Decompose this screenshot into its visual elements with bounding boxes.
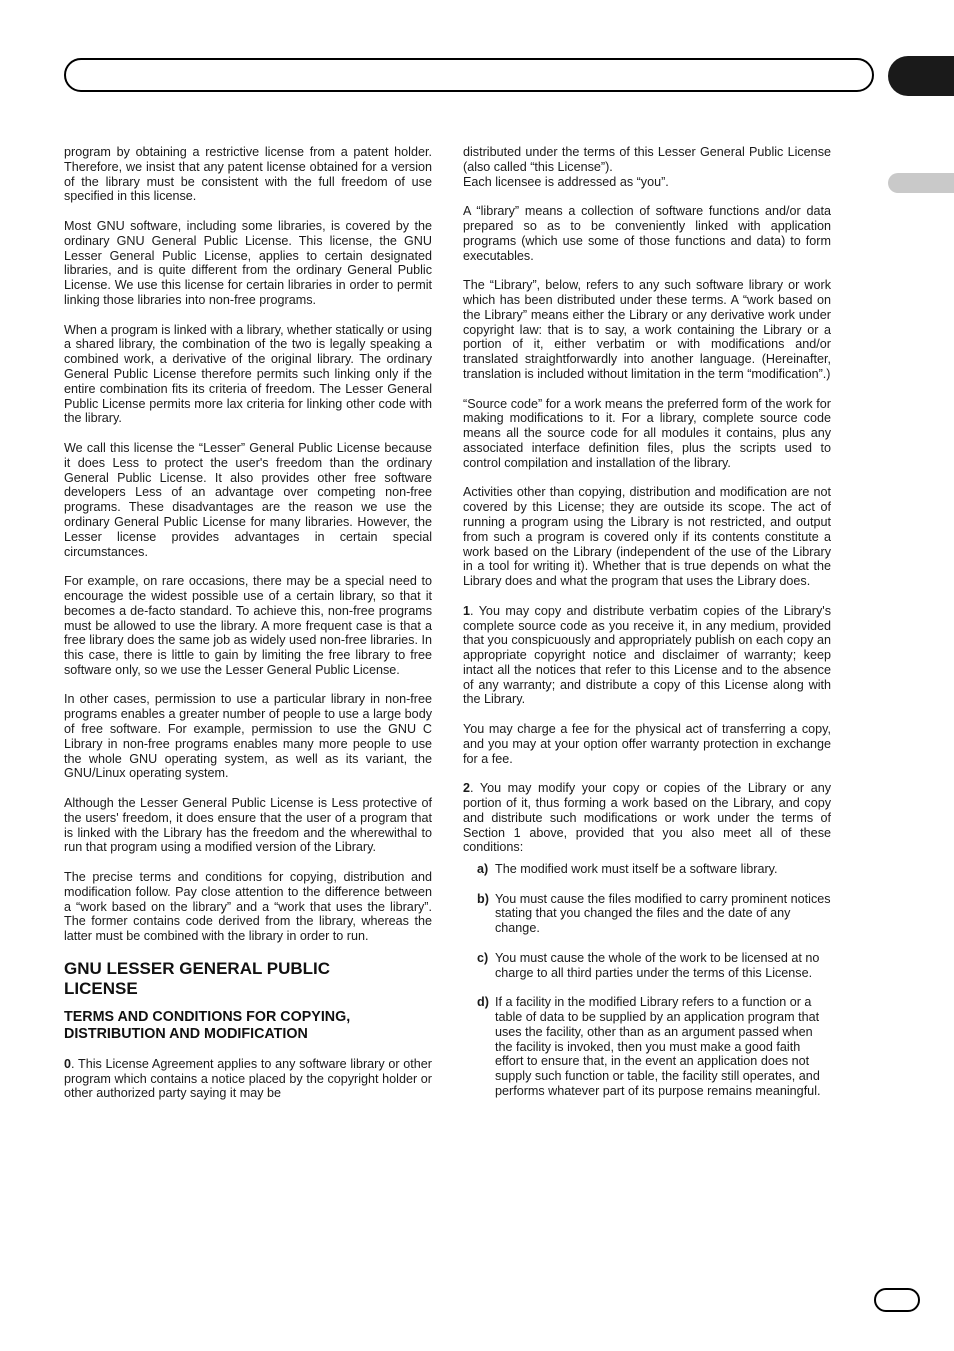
conditions-list [477, 862, 831, 1099]
paragraph: Activities other than copying, distribution and modification are not covered by this License; they are outside its scope. The act of running a program using the Library is not restricted, and output from such a program is covered only if its contents constitute a work based on the Library (independent of the use of the Library in a tool for writing it). Whether that is true depends on what the Library does and what the program that uses the Library does. [463, 485, 831, 589]
right-column [463, 145, 831, 1114]
condition-text: The modified work must itself be a software library. [495, 862, 778, 877]
clause-1 [463, 604, 831, 708]
header-bar [64, 58, 874, 92]
clause-2 [463, 781, 831, 855]
license-heading: GNU LESSER GENERAL PUBLIC LICENSE [64, 958, 331, 998]
condition-text: You must cause the whole of the work to be licensed at no charge to all third parties under the terms of this License. [495, 950, 820, 980]
condition-label: a) [477, 862, 489, 877]
condition-text: If a facility in the modified Library refers to a function or a table of data to be supplied by an application program that uses the facility, other than as an argument passed when the facility is invoked, then you must make a good faith effort to ensure that, in the event an application does not supply such function or table, the facility still operates, and performs whatever part of its purpose remains meaningful. [495, 995, 821, 1098]
clause-text: . This License Agreement applies to any software library or other program which contains a notice placed by the copyright holder or other authorized party saying it may be [64, 1056, 432, 1101]
condition-item [477, 892, 831, 936]
paragraph: A “library” means a collection of software functions and/or data prepared so as to be conveniently linked with application programs (which use some of those functions and data) to form executables. [463, 204, 831, 263]
condition-item [477, 995, 831, 1099]
paragraph: distributed under the terms of this Lesser General Public License (also called “this License”). Each licensee is addressed as “you”. [463, 145, 831, 189]
paragraph: In other cases, permission to use a particular library in non-free programs enables a greater number of people to use a large body of free software. For example, permission to use the GNU C Library in non-free programs enables many more people to use the whole GNU operating system, as well as its variant, the GNU/Linux operating system. [64, 692, 432, 781]
clause-text: . You may modify your copy or copies of the Library or any portion of it, thus forming a work based on the Library, and copy and distribute such modifications or work under the terms of Section 1 above, provided that you also meet all of these conditions: [463, 781, 831, 855]
condition-item [477, 862, 831, 877]
clause-0 [64, 1057, 432, 1101]
page-number-badge [874, 1288, 920, 1312]
paragraph: The “Library”, below, refers to any such software library or work which has been distributed under these terms. A “work based on the Library” means either the Library or any derivative work under copyright law: that is to say, a work containing the Library or a portion of it, either verbatim or with modifications and/or translated straightforwardly into another language. (Hereinafter, translation is included without limitation in the term “modification”.) [463, 278, 831, 381]
paragraph: Although the Lesser General Public License is Less protective of the users' freedom, it does ensure that the user of a program that is linked with the Library has the freedom and the wherewithal to run that program using a modified version of the Library. [64, 796, 432, 855]
paragraph: “Source code” for a work means the preferred form of the work for making modifications to it. For a library, complete source code means all the source code for all modules it contains, plus any associated interface definition files, plus the scripts used to control compilation and installation of the library. [463, 396, 831, 470]
condition-text: You must cause the files modified to carry prominent notices stating that you changed the files and the date of any change. [495, 891, 831, 936]
paragraph: program by obtaining a restrictive license from a patent holder. Therefore, we insist that any patent license obtained for a version of the library must be consistent with the full freedom of use specified in this license. [64, 145, 432, 204]
terms-subheading: TERMS AND CONDITIONS FOR COPYING, DISTRIBUTION AND MODIFICATION [64, 1008, 351, 1042]
clause-text: . You may copy and distribute verbatim copies of the Library's complete source code as you receive it, in any medium, provided that you conspicuously and appropriately publish on each copy an appropriate copyright notice and disclaimer of warranty; keep intact all the notices that refer to this License and to the absence of any warranty; and distribute a copy of this License along with the Library. [463, 603, 831, 707]
paragraph: For example, on rare occasions, there may be a special need to encourage the widest possible use of a certain library, so that it becomes a de-facto standard. To achieve this, non-free programs must be allowed to use the library. A more frequent case is that a free library does the same job as widely used non-free libraries. In this case, there is little to gain by limiting the free library to free software only, so we use the Lesser General Public License. [64, 574, 432, 677]
left-column [64, 145, 432, 1116]
paragraph: We call this license the “Lesser” General Public License because it does Less to protect the user's freedom than the ordinary General Public License. It also provides other free software developers Less of an advantage over competing non-free programs. These disadvantages are the reason we use the ordinary General Public License for many libraries. However, the Lesser license provides advantages in certain special circumstances. [64, 440, 432, 559]
paragraph: The precise terms and conditions for copying, distribution and modification follow. Pay close attention to the difference between a “work based on the library” and a “work that uses the library”. The former contains code derived from the library, whereas the latter must be combined with the library in order to run. [64, 870, 432, 944]
clause-number: 2 [463, 781, 471, 796]
fee-paragraph: You may charge a fee for the physical act of transferring a copy, and you may at your option offer warranty protection in exchange for a fee. [463, 722, 831, 766]
clause-number: 1 [463, 603, 471, 618]
condition-item [477, 951, 831, 981]
chapter-tab [888, 56, 954, 96]
clause-number: 0 [64, 1056, 72, 1071]
condition-label: d) [477, 995, 489, 1010]
paragraph: When a program is linked with a library, whether statically or using a shared library, the combination of the two is legally speaking a combined work, a derivative of the original library. The ordinary General Public License therefore permits such linking only if the entire combination fits its criteria of freedom. The Lesser General Public License permits more lax criteria for linking other code with the library. [64, 322, 432, 426]
condition-label: b) [477, 891, 489, 906]
language-tab [888, 173, 954, 193]
paragraph: Most GNU software, including some libraries, is covered by the ordinary GNU General Public License. This license, the GNU Lesser General Public License, applies to certain designated libraries, and is quite different from the ordinary General Public License. We use this license for certain libraries in order to permit linking those libraries into non-free programs. [64, 218, 432, 307]
condition-label: c) [477, 950, 489, 965]
